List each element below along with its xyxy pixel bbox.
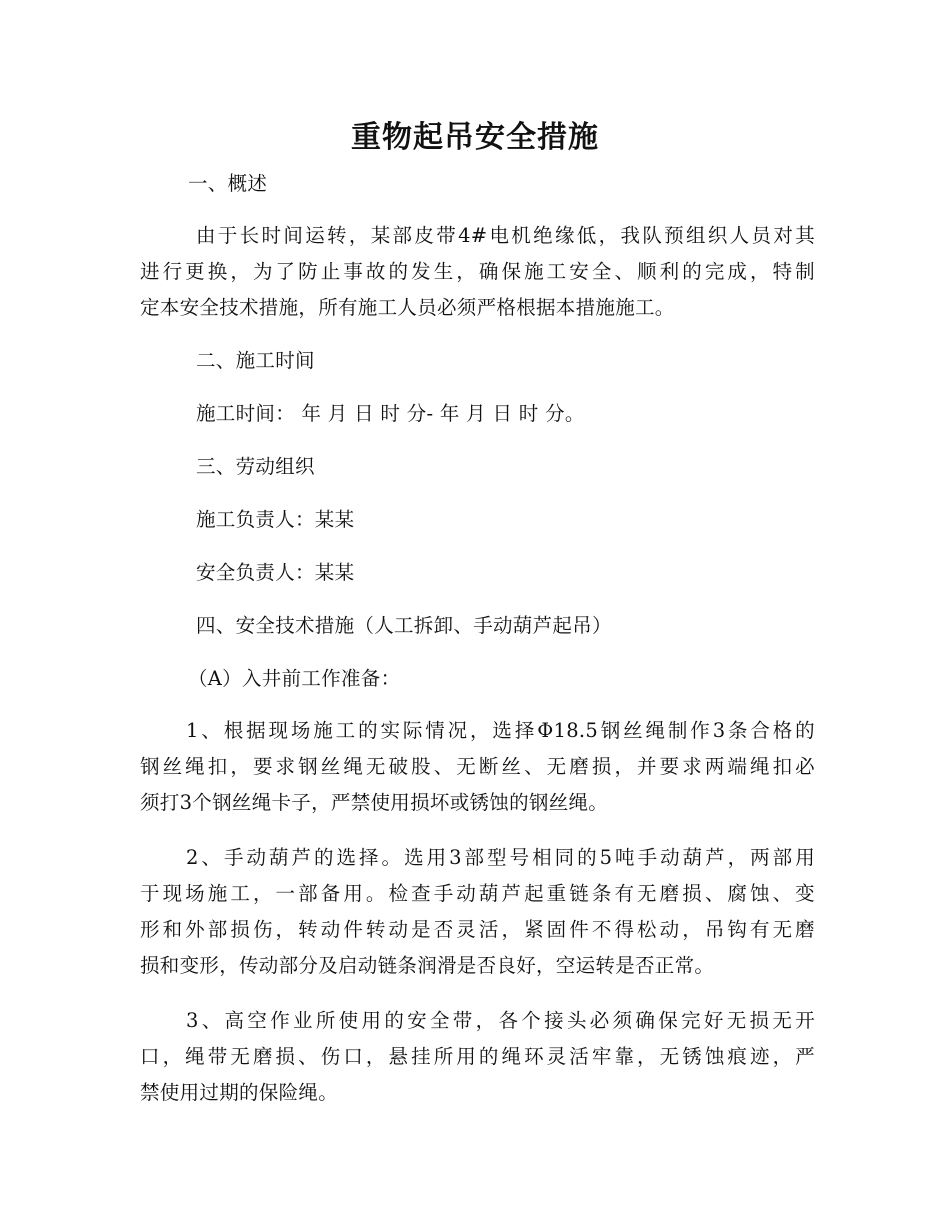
item-1-line: 1、根据现场施工的实际情况，选择Φ18.5钢丝绳制作3条合格的 bbox=[186, 719, 815, 742]
overview-paragraph-line: 由于长时间运转，某部皮带4#电机绝缘低，我队预组织人员对其 bbox=[196, 224, 815, 247]
section-heading-safety-measures: 四、安全技术措施（人工拆卸、手动葫芦起吊） bbox=[196, 614, 612, 637]
overview-paragraph-line: 定本安全技术措施，所有施工人员必须严格根据本措施施工。 bbox=[140, 296, 675, 319]
section-heading-overview: 一、概述 bbox=[188, 172, 268, 195]
item-3-line: 3、高空作业所使用的安全带，各个接头必须确保完好无损无开 bbox=[186, 1009, 815, 1032]
construction-time-line: 施工时间： 年 月 日 时 分- 年 月 日 时 分。 bbox=[196, 402, 585, 425]
item-2-line: 于现场施工，一部备用。检查手动葫芦起重链条有无磨损、腐蚀、变 bbox=[140, 882, 815, 905]
section-heading-construction-time: 二、施工时间 bbox=[196, 349, 315, 372]
item-2-line: 2、手动葫芦的选择。选用3部型号相同的5吨手动葫芦，两部用 bbox=[186, 846, 815, 869]
item-2-line: 形和外部损伤，转动件转动是否灵活，紧固件不得松动，吊钩有无磨 bbox=[140, 918, 815, 941]
item-1-line: 钢丝绳扣，要求钢丝绳无破股、无断丝、无磨损，并要求两端绳扣必 bbox=[140, 755, 815, 778]
item-3-line: 口，绳带无磨损、伤口，悬挂所用的绳环灵活牢靠，无锈蚀痕迹，严 bbox=[140, 1045, 815, 1068]
construction-lead-line: 施工负责人：某某 bbox=[196, 508, 355, 531]
item-1-line: 须打3个钢丝绳卡子，严禁使用损坏或锈蚀的钢丝绳。 bbox=[140, 791, 609, 814]
item-2-line: 损和变形，传动部分及启动链条润滑是否良好，空运转是否正常。 bbox=[140, 954, 715, 977]
document-title: 重物起吊安全措施 bbox=[351, 120, 599, 155]
item-3-line: 禁使用过期的保险绳。 bbox=[140, 1081, 339, 1104]
overview-paragraph-line: 进行更换，为了防止事故的发生，确保施工安全、顺利的完成，特制 bbox=[140, 260, 815, 283]
safety-lead-line: 安全负责人：某某 bbox=[196, 561, 355, 584]
subheading-preparation: （A）入井前工作准备： bbox=[188, 667, 401, 690]
section-heading-labor-organization: 三、劳动组织 bbox=[196, 455, 315, 478]
